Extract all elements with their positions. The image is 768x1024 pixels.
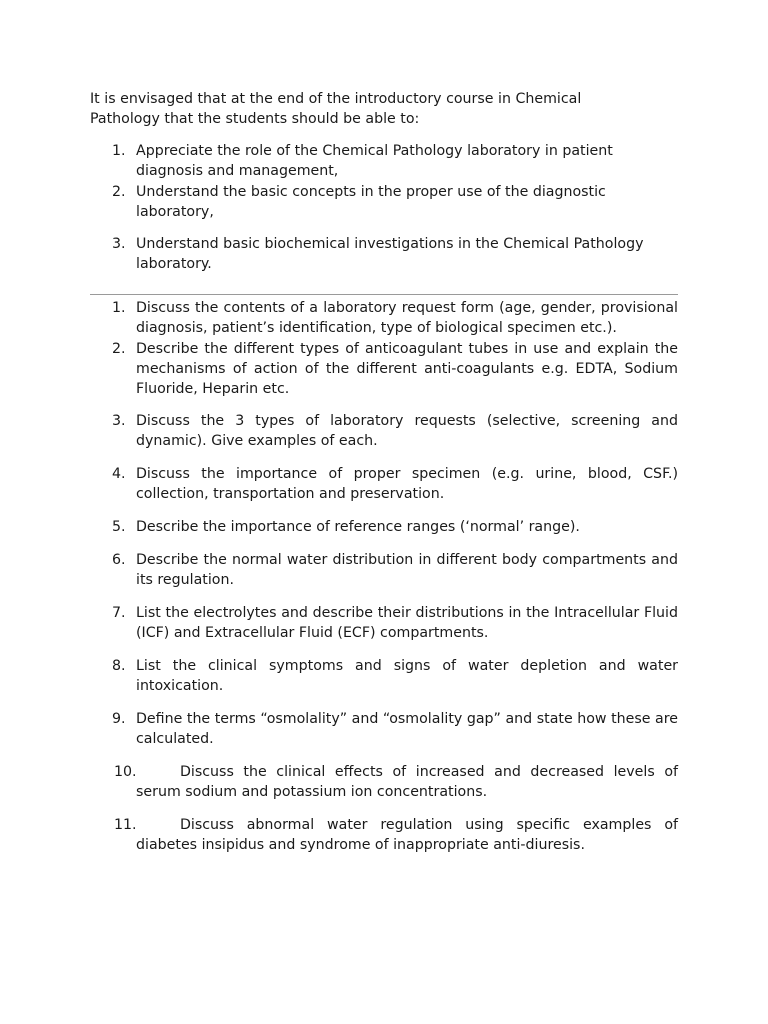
objective-text: Understand the basic concepts in the proper use of the diagnostic laboratory, bbox=[136, 184, 606, 220]
objective-item bbox=[90, 182, 678, 222]
topics-list bbox=[90, 298, 678, 855]
objective-text: Understand basic biochemical investigations in the Chemical Pathology laboratory. bbox=[136, 236, 644, 272]
topic-item bbox=[90, 656, 678, 696]
objective-text: Appreciate the role of the Chemical Pathology laboratory in patient diagnosis and management, bbox=[136, 143, 613, 179]
topic-item bbox=[90, 550, 678, 590]
topic-number: 4. bbox=[112, 466, 126, 482]
section-divider bbox=[90, 294, 678, 295]
objective-number: 2. bbox=[112, 184, 126, 200]
topic-text: Discuss the clinical effects of increased and decreased levels of serum sodium and potassium ion concentrations. bbox=[136, 764, 678, 800]
topic-text: Describe the different types of anticoagulant tubes in use and explain the mechanisms of action of the different anti-coagulants e.g. EDTA, Sodium Fluoride, Heparin etc. bbox=[136, 341, 678, 397]
topic-number: 7. bbox=[112, 605, 126, 621]
topic-item bbox=[90, 464, 678, 504]
topic-number: 9. bbox=[112, 711, 126, 727]
topic-number: 11. bbox=[114, 817, 137, 833]
objective-item bbox=[90, 141, 678, 181]
topic-text: Discuss the 3 types of laboratory requests (selective, screening and dynamic). Give examples of each. bbox=[136, 413, 678, 449]
topic-text: List the clinical symptoms and signs of water depletion and water intoxication. bbox=[136, 658, 678, 694]
topic-text: Describe the importance of reference ranges (‘normal’ range). bbox=[136, 519, 580, 535]
topic-number: 1. bbox=[112, 300, 126, 316]
topic-item bbox=[90, 411, 678, 451]
objective-number: 3. bbox=[112, 236, 126, 252]
objective-item bbox=[90, 234, 678, 274]
topic-item bbox=[90, 298, 678, 338]
objectives-list bbox=[90, 141, 678, 274]
objective-number: 1. bbox=[112, 143, 126, 159]
topic-number: 6. bbox=[112, 552, 126, 568]
topic-number: 5. bbox=[112, 519, 126, 535]
topic-text: Define the terms “osmolality” and “osmolality gap” and state how these are calculated. bbox=[136, 711, 678, 747]
topic-text: Discuss abnormal water regulation using specific examples of diabetes insipidus and syndrome of inappropriate anti-diuresis. bbox=[136, 817, 678, 853]
topic-text: Discuss the importance of proper specimen (e.g. urine, blood, CSF.) collection, transportation and preservation. bbox=[136, 466, 678, 502]
topic-number: 10. bbox=[114, 764, 137, 780]
topic-item bbox=[90, 517, 678, 537]
intro-paragraph: It is envisaged that at the end of the introductory course in Chemical Pathology that the students should be able to: bbox=[90, 91, 582, 127]
topic-text: Discuss the contents of a laboratory request form (age, gender, provisional diagnosis, patient’s identification, type of biological specimen etc.). bbox=[136, 300, 678, 336]
topic-number: 2. bbox=[112, 341, 126, 357]
topic-item bbox=[90, 603, 678, 643]
topic-text: Describe the normal water distribution in different body compartments and its regulation. bbox=[136, 552, 678, 588]
topic-text: List the electrolytes and describe their distributions in the Intracellular Fluid (ICF) and Extracellular Fluid (ECF) compartments. bbox=[136, 605, 678, 641]
topic-item bbox=[90, 709, 678, 749]
topic-item bbox=[90, 815, 678, 855]
topic-item bbox=[90, 762, 678, 802]
topic-item bbox=[90, 339, 678, 399]
topic-number: 8. bbox=[112, 658, 126, 674]
topic-number: 3. bbox=[112, 413, 126, 429]
